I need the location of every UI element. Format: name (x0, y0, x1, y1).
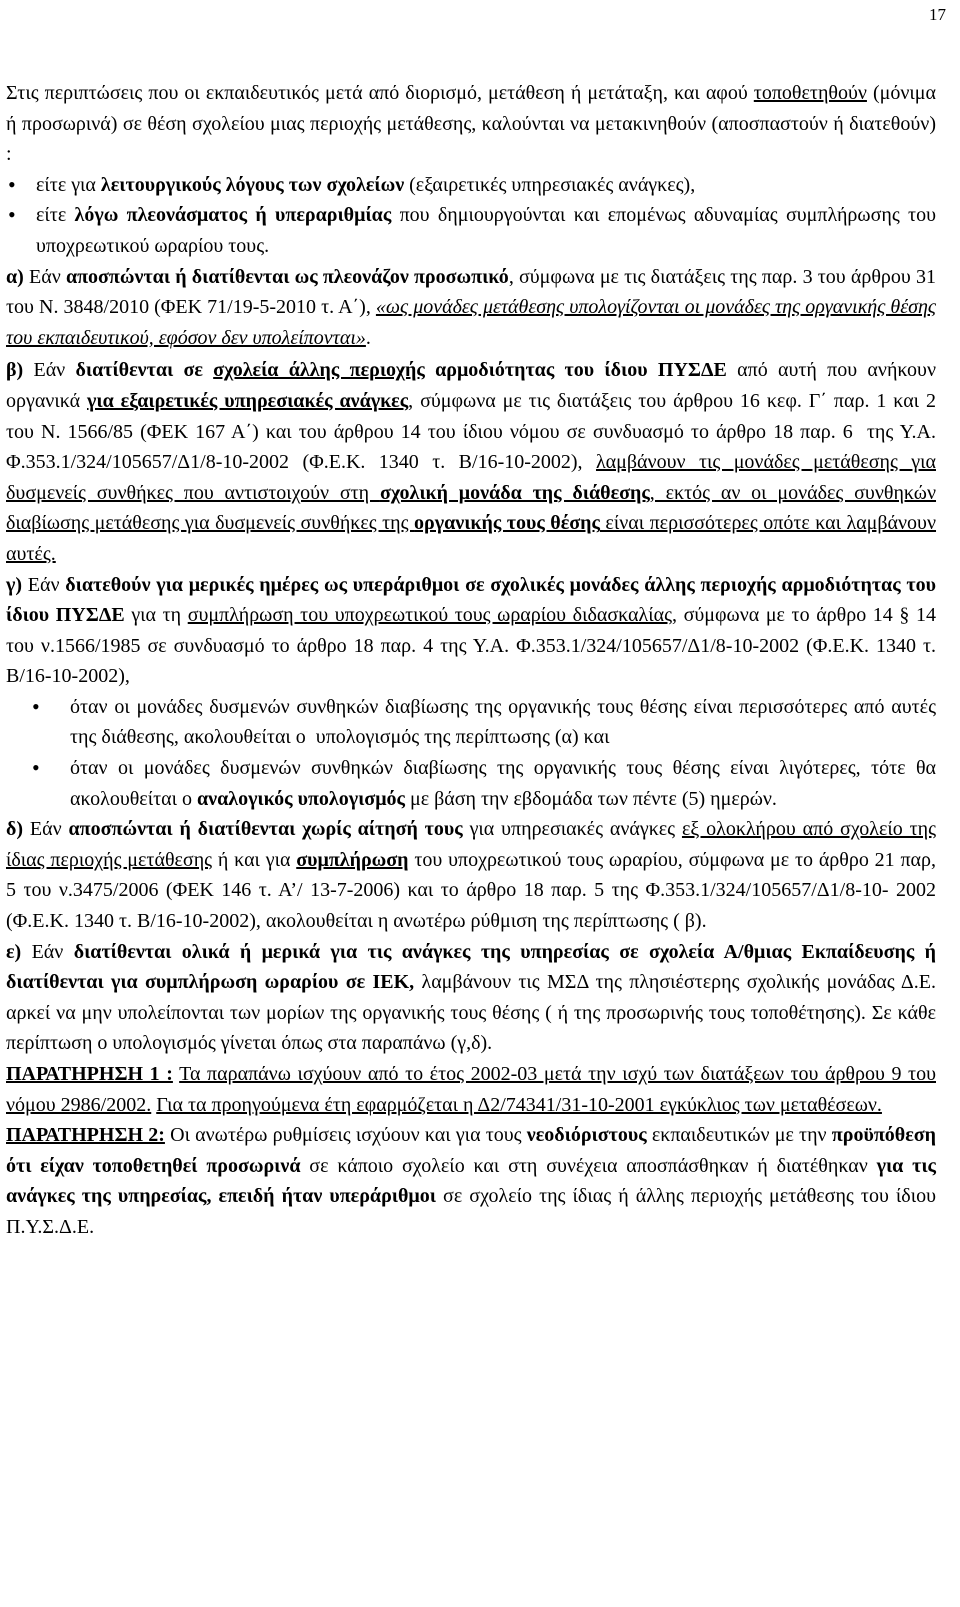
intro-paragraph: Στις περιπτώσεις που οι εκπαιδευτικός μετά από διορισμό, μετάθεση ή μετάταξη, και αφού τοποθετηθούν (μόνιμα ή προσωρινά) σε θέση σχολείου μιας περιοχής μετάθεσης, καλούνται να μετακινηθούν (αποσπαστούν ή διατεθούν) : (6, 82, 936, 166)
list-item: • όταν οι μονάδες δυσμενών συνθηκών διαβίωσης της οργανικής τους θέσης είναι περισσότερες από αυτές της διάθεσης, ακολουθείται ο υπολογισμός της περίπτωσης (α) και (6, 692, 936, 753)
list-item: • είτε για λειτουργικούς λόγους των σχολείων (εξαιρετικές υπηρεσιακές ανάγκες), (6, 170, 936, 201)
document-body (6, 78, 936, 1243)
reasons-list (6, 170, 936, 262)
case-b-paragraph: β) Εάν διατίθενται σε σχολεία άλλης περιοχής αρμοδιότητας του ίδιου ΠΥΣΔΕ από αυτή που ανήκουν οργανικά για εξαιρετικές υπηρεσιακές ανάγκες, σύμφωνα με τις διατάξεις του άρθρου 16 κεφ. Γ΄ παρ. 1 και 2 του Ν. 1566/85 (ΦΕΚ 167 Α΄) και του άρθρου 14 του ίδιου νόμου σε συνδυασμό το άρθρο 18 παρ. 6 της Υ.Α. Φ.353.1/324/105657/Δ1/8-10-2002 (Φ.Ε.Κ. 1340 τ. Β/16-10-2002), λαμβάνουν τις μονάδες μετάθεσης για δυσμενείς συνθήκες που αντιστοιχούν στη σχολική μονάδα της διάθεσης, εκτός αν οι μονάδες συνθηκών διαβίωσης μετάθεσης για δυσμενείς συνθήκες της οργανικής τους θέσης είναι περισσότερες οπότε και λαμβάνουν αυτές. (6, 359, 937, 565)
list-item: • είτε λόγω πλεονάσματος ή υπεραριθμίας που δημιουργούνται και επομένως αδυναμίας συμπλήρωσης του υποχρεωτικού ωραρίου τους. (6, 200, 936, 261)
case-c-paragraph: γ) Εάν διατεθούν για μερικές ημέρες ως υπεράριθμοι σε σχολικές μονάδες άλλης περιοχής αρμοδιότητας του ίδιου ΠΥΣΔΕ για τη συμπλήρωση του υποχρεωτικού τους ωραρίου διδασκαλίας, σύμφωνα με το άρθρο 14 § 14 του ν.1566/1985 σε συνδυασμό το άρθρο 18 παρ. 4 της Υ.Α. Φ.353.1/324/105657/Δ1/8-10-2002 (Φ.Ε.Κ. 1340 τ. Β/16-10-2002), (6, 573, 937, 688)
case-e-paragraph: ε) Εάν διατίθενται ολικά ή μερικά για τις ανάγκες της υπηρεσίας σε σχολεία Α/θμιας Εκπαίδευσης ή διατίθενται για συμπλήρωση ωραρίου σε ΙΕΚ, λαμβάνουν τις ΜΣΔ της πλησιέστερης σχολικής μονάδας Δ.Ε. αρκεί να μην υπολείπονται των μορίων της οργανικής τους θέσης ( ή της προσωρινής τους τοποθέτησης). Σε κάθε περίπτωση ο υπολογισμός γίνεται όπως στα παραπάνω (γ,δ). (6, 940, 936, 1055)
page-number: 17 (929, 5, 946, 24)
list-item: • όταν οι μονάδες δυσμενών συνθηκών διαβίωσης της οργανικής τους θέσης είναι λιγότερες, τότε θα ακολουθείται ο αναλογικός υπολογισμός με βάση την εβδομάδα των πέντε (5) ημερών. (6, 753, 936, 814)
case-c-list (6, 692, 936, 814)
note-1-paragraph: ΠΑΡΑΤΗΡΗΣΗ 1 : Τα παραπάνω ισχύουν από το έτος 2002-03 μετά την ισχύ των διατάξεων του άρθρου 9 του νόμου 2986/2002. Για τα προηγούμενα έτη εφαρμόζεται η Δ2/74341/31-10-2001 εγκύκλιος των μεταθέσεων. (6, 1063, 936, 1116)
case-a-paragraph: α) Εάν αποσπώνται ή διατίθενται ως πλεονάζον προσωπικό, σύμφωνα με τις διατάξεις της παρ. 3 του άρθρου 31 του Ν. 3848/2010 (ΦΕΚ 71/19-5-2010 τ. Α΄), «ως μονάδες μετάθεσης υπολογίζονται οι μονάδες της οργανικής θέσης του εκπαιδευτικού, εφόσον δεν υπολείπονται». (6, 265, 936, 349)
case-d-paragraph: δ) Εάν αποσπώνται ή διατίθενται χωρίς αίτησή τους για υπηρεσιακές ανάγκες εξ ολοκλήρου από σχολείο της ίδιας περιοχής μετάθεσης ή και για συμπλήρωση του υποχρεωτικού τους ωραρίου, σύμφωνα με το άρθρο 21 παρ, 5 του ν.3475/2006 (ΦΕΚ 146 τ. Α’/ 13-7-2006) και το άρθρο 18 παρ. 5 της Φ.353.1/324/105657/Δ1/8-10- 2002 (Φ.Ε.Κ. 1340 τ. Β/16-10-2002), ακολουθείται η ανωτέρω ρύθμιση της περίπτωσης ( β). (6, 818, 937, 933)
note-2-paragraph: ΠΑΡΑΤΗΡΗΣΗ 2: Οι ανωτέρω ρυθμίσεις ισχύουν και για τους νεοδιόριστους εκπαιδευτικών με την προϋπόθεση ότι είχαν τοποθετηθεί προσωρινά σε κάποιο σχολείο και στη συνέχεια αποσπάσθηκαν ή διατέθηκαν για τις ανάγκες της υπηρεσίας, επειδή ήταν υπεράριθμοι σε σχολείο της ίδιας ή άλλης περιοχής μετάθεσης του ίδιου Π.Υ.Σ.Δ.Ε. (6, 1124, 936, 1238)
